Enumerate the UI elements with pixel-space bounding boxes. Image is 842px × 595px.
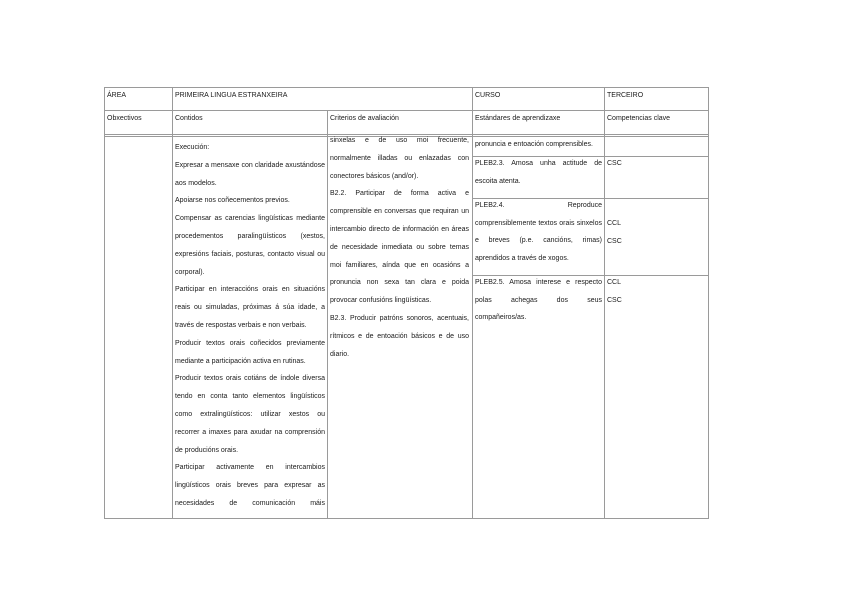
area-label: ÁREA xyxy=(107,92,127,99)
curso-label: CURSO xyxy=(475,92,501,99)
content-paragraph: Apoiarse nos coñecementos previos. xyxy=(175,197,290,205)
content-paragraph: Producir textos orais cotiáns de índole diversa tendo en conta tanto elementos lingüísticos como extralingüísticos: utilizar xestos ou recorrer a imaxes para axudar na comprensión de producións orais. xyxy=(175,375,325,454)
column-header-criteria: Criterios de avaliación xyxy=(330,115,399,122)
competency-code: CSC xyxy=(607,237,622,245)
competency-code: CCL xyxy=(607,220,622,227)
content-paragraph: Compensar as carencias lingüísticas mediante procedementos paralingüísticos (xestos, expresións faciais, posturas, contacto visual ou corporal). xyxy=(175,215,325,276)
column-divider xyxy=(327,110,328,519)
column-header-contents: Contidos xyxy=(175,115,203,122)
criteria-paragraph: B2.3. Producir patróns sonoros, acentuais, rítmicos e de entoación básicos e de uso diario. xyxy=(330,314,469,358)
content-paragraph: Participar activamente en intercambios lingüísticos orais breves para expresar as necesidades de comunicación máis xyxy=(175,464,325,507)
standard-text: PLEB2.4. Reproduce comprensiblemente textos orais sinxelos e breves (p.e. cancións, rimas) aprendidos a través de xogos. xyxy=(475,202,602,262)
competency-cell xyxy=(607,155,622,173)
content-paragraph: Producir textos orais coñecidos previamente mediante a participación activa en rutinas. xyxy=(175,339,325,365)
criteria-paragraph: sinxelas e de uso moi frecuente, normalmente illadas ou enlazadas con conectores básicos (and/or). xyxy=(330,137,469,180)
content-paragraph: Expresar a mensaxe con claridade axustándose aos modelos. xyxy=(175,161,325,187)
area-value: PRIMEIRA LINGUA ESTRANXEIRA xyxy=(175,92,288,99)
competency-code: CSC xyxy=(607,160,622,167)
column-header-competencies: Competencias clave xyxy=(607,115,671,122)
standard-cell xyxy=(475,155,602,190)
competency-cell xyxy=(607,215,622,250)
column-divider xyxy=(604,87,605,519)
column-divider xyxy=(472,87,473,519)
curso-value: TERCEIRO xyxy=(607,92,644,99)
competency-code: CSC xyxy=(607,296,622,304)
standard-text: PLEB2.3. Amosa unha actitude de escoita atenta. xyxy=(475,160,602,185)
standard-text: pronuncia e entoación comprensibles. xyxy=(475,141,593,148)
competency-cell xyxy=(607,274,622,309)
row-divider xyxy=(104,110,709,111)
standard-cell xyxy=(475,136,602,154)
column-header-standards: Estándares de aprendizaxe xyxy=(475,115,561,122)
content-paragraph: Participar en interaccións orais en situacións reais ou simuladas, próximas á súa idade, a través de respostas verbais e non verbais. xyxy=(175,286,325,329)
column-header-objectives: Obxectivos xyxy=(107,115,142,122)
standard-cell xyxy=(475,197,602,267)
contents-cell xyxy=(175,139,325,513)
competency-code: CCL xyxy=(607,279,622,286)
standard-text: PLEB2.5. Amosa interese e respecto polas achegas dos seus compañeiros/as. xyxy=(475,279,602,321)
content-paragraph: Execución: xyxy=(175,144,210,151)
criteria-cell xyxy=(330,132,469,363)
column-divider xyxy=(172,87,173,519)
criteria-paragraph: B2.2. Participar de forma activa e comprensible en conversas que requiran un intercambio directo de información en áreas de necesidade inmediata ou sobre temas moi familiares, aínda que en ocasións a pronuncia non sexa tan clara e poida provocar confusións lingüísticas. xyxy=(330,190,469,305)
standard-cell xyxy=(475,274,602,327)
